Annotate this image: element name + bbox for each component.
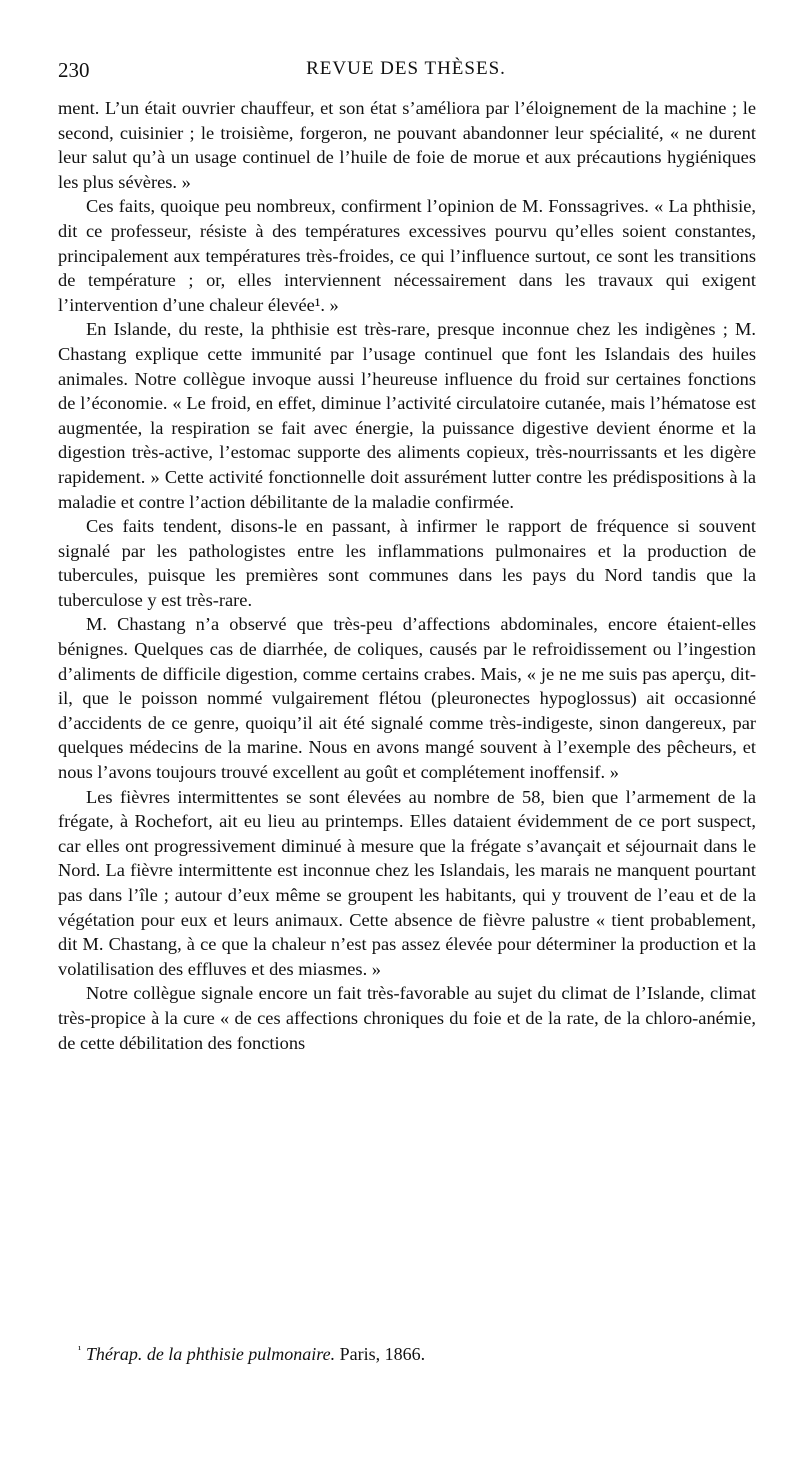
paragraph: Ces faits, quoique peu nombreux, confirment l’opinion de M. Fonssagrives. « La phthisie, dit ce professeur, résiste à des températures excessives pourvu qu’elles soient constantes, principalement aux températures très-froides, ce qui l’influence surtout, ce sont les transitions de température ; or, elles interviennent nécessairement dans les travaux qui exigent l’intervention d’une chaleur élevée¹. »	[58, 196, 756, 315]
footnote-citation: Thérap. de la phthisie pulmonaire.	[85, 1344, 336, 1364]
paragraph: Les fièvres intermittentes se sont élevées au nombre de 58, bien que l’armement de la frégate, à Rochefort, ait eu lieu au printemps. Elles dataient évidemment de ce port suspect, car elles ont progressivement diminué à mesure que la frégate s’avançait et séjournait dans le Nord. La fièvre intermittente est inconnue chez les Islandais, les marais ne manquent pourtant pas dans l’île ; autour d’eux même se groupent les habitants, qui y trouvent de l’eau et de la végétation pour eux et leurs animaux. Cette absence de fièvre palustre « tient probablement, dit M. Chastang, à ce que la chaleur n’est pas assez élevée pour déterminer la production et la volatilisation des effluves et des miasmes. »	[58, 786, 756, 979]
footnote-text: Paris, 1866.	[335, 1344, 426, 1364]
paragraph: M. Chastang n’a observé que très-peu d’affections abdominales, encore étaient-elles bénignes. Quelques cas de diarrhée, de coliques, causés par le refroidissement ou l’ingestion d’aliments de difficile digestion, comme certains crabes. Mais, « je ne me suis pas aperçu, dit-il, que le poisson nommé vulgairement flétou (pleuronectes hypoglossus) ait occasionné d’accidents de ce genre, quoiqu’il ait été signalé comme très-indigeste, sinon dangereux, par quelques médecins de la marine. Nous en avons mangé souvent à l’exemple des pêcheurs, et nous l’avons toujours trouvé excellent au goût et complétement inoffensif. »	[58, 614, 756, 783]
paragraph: En Islande, du reste, la phthisie est très-rare, presque inconnue chez les indigènes ; M. Chastang explique cette immunité par l’usage continuel que font les Islandais des huiles animales. Notre collègue invoque aussi l’heureuse influence du froid sur certaines fonctions de l’économie. « Le froid, en effet, diminue l’activité circulatoire cutanée, mais l’hématose est augmentée, la respiration se fait avec énergie, la puissance digestive devient énorme et la digestion très-active, l’estomac supporte des aliments copieux, très-nourrissants et les digère rapidement. » Cette activité fonctionnelle doit assurément lutter contre les prédispositions à la maladie et contre l’action débilitante de la maladie confirmée.	[58, 319, 756, 512]
running-title: REVUE DES THÈSES.	[306, 58, 506, 79]
page-number: 230	[58, 58, 90, 82]
paragraph: ment. L’un était ouvrier chauffeur, et son état s’améliora par l’éloignement de la machine ; le second, cuisinier ; le troisième, forgeron, ne pouvant abandonner leur spécialité, « ne durent leur salut qu’à un usage continuel de l’huile de foie de morue et aux précautions hygiéniques les plus sévères. »	[58, 98, 756, 192]
footnote-marker: ¹	[78, 1344, 82, 1356]
footnote	[78, 1338, 738, 1366]
paragraph: Ces faits tendent, disons-le en passant, à infirmer le rapport de fréquence si souvent signalé par les pathologistes entre les inflammations pulmonaires et la production de tubercules, puisque les premières sont communes dans les pays du Nord tandis que la tuberculose y est très-rare.	[58, 516, 756, 610]
paragraph: Notre collègue signale encore un fait très-favorable au sujet du climat de l’Islande, climat très-propice à la cure « de ces affections chroniques du foie et de la rate, de la chloro-anémie, de cette débilitation des fonctions	[58, 983, 756, 1053]
page-header	[58, 58, 754, 88]
body-text	[58, 96, 756, 1055]
